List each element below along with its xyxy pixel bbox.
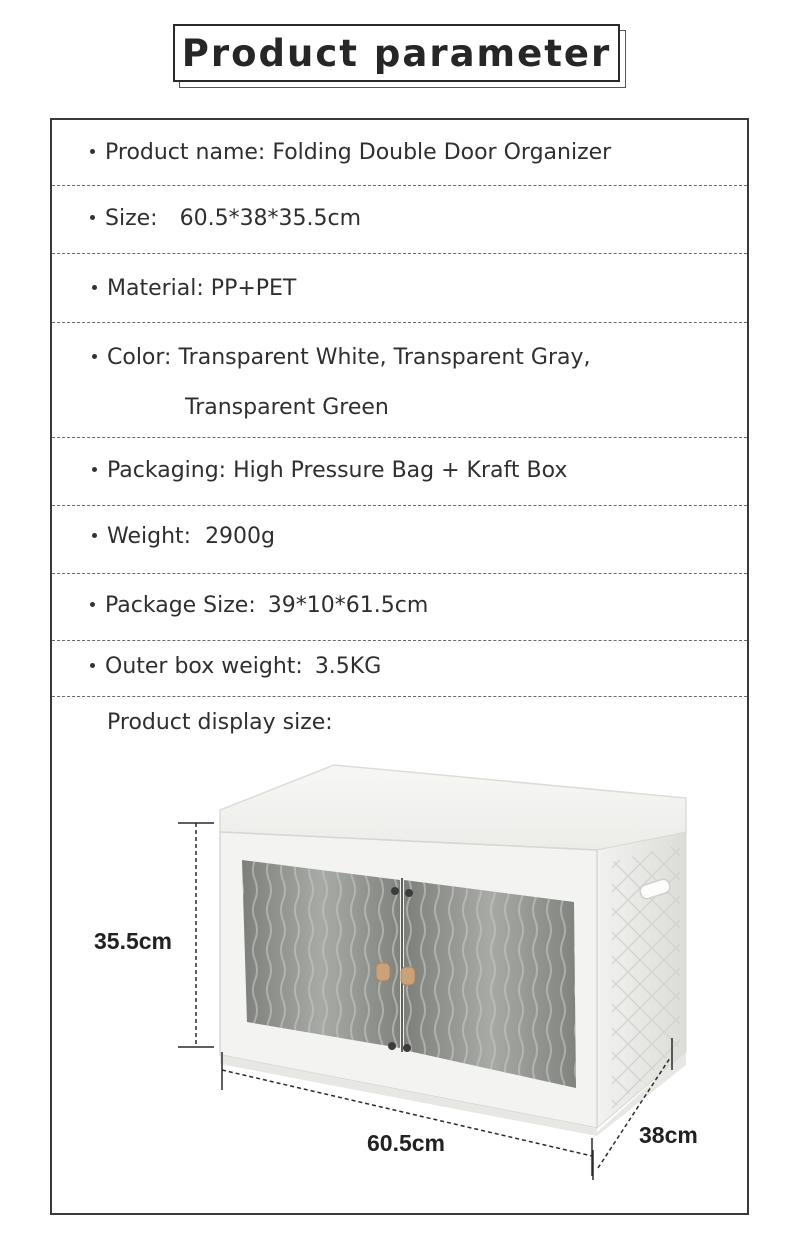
param-label: Size:: [105, 206, 158, 231]
height-dimension-label: 35.5cm: [94, 928, 173, 954]
parameter-panel: [50, 118, 749, 1215]
param-value: PP+PET: [210, 276, 297, 301]
storage-box-illustration: [52, 120, 751, 1217]
hinge-icon: [405, 889, 413, 897]
param-value: Folding Double Door Organizer: [272, 140, 612, 165]
param-label: Color:: [107, 345, 172, 370]
hinge-icon: [391, 887, 399, 895]
height-dimension-line: [178, 823, 214, 1047]
door-handle-right: [401, 967, 415, 985]
display-size-label: Product display size:: [107, 710, 333, 735]
hinge-icon: [388, 1042, 396, 1050]
param-label: Package Size:: [105, 593, 256, 618]
param-label: Material:: [107, 276, 204, 301]
page-title: Product parameter: [173, 24, 620, 82]
title-block: [173, 24, 620, 82]
param-label: Outer box weight:: [105, 654, 303, 679]
door-handle-left: [376, 963, 390, 981]
param-value-continued: Transparent Green: [185, 395, 389, 420]
param-label: Weight:: [107, 524, 192, 549]
param-label: Product name:: [105, 140, 266, 165]
param-value: 60.5*38*35.5cm: [179, 206, 362, 231]
param-label: Packaging:: [107, 458, 227, 483]
depth-dimension-label: 38cm: [639, 1122, 698, 1148]
param-value: 3.5KG: [314, 654, 382, 679]
width-dimension-label: 60.5cm: [367, 1130, 446, 1156]
param-value: 39*10*61.5cm: [267, 593, 429, 618]
param-value: 2900g: [205, 524, 276, 549]
param-value: High Pressure Bag + Kraft Box: [233, 458, 568, 483]
hinge-icon: [403, 1044, 411, 1052]
param-value: Transparent White, Transparent Gray,: [178, 345, 591, 370]
